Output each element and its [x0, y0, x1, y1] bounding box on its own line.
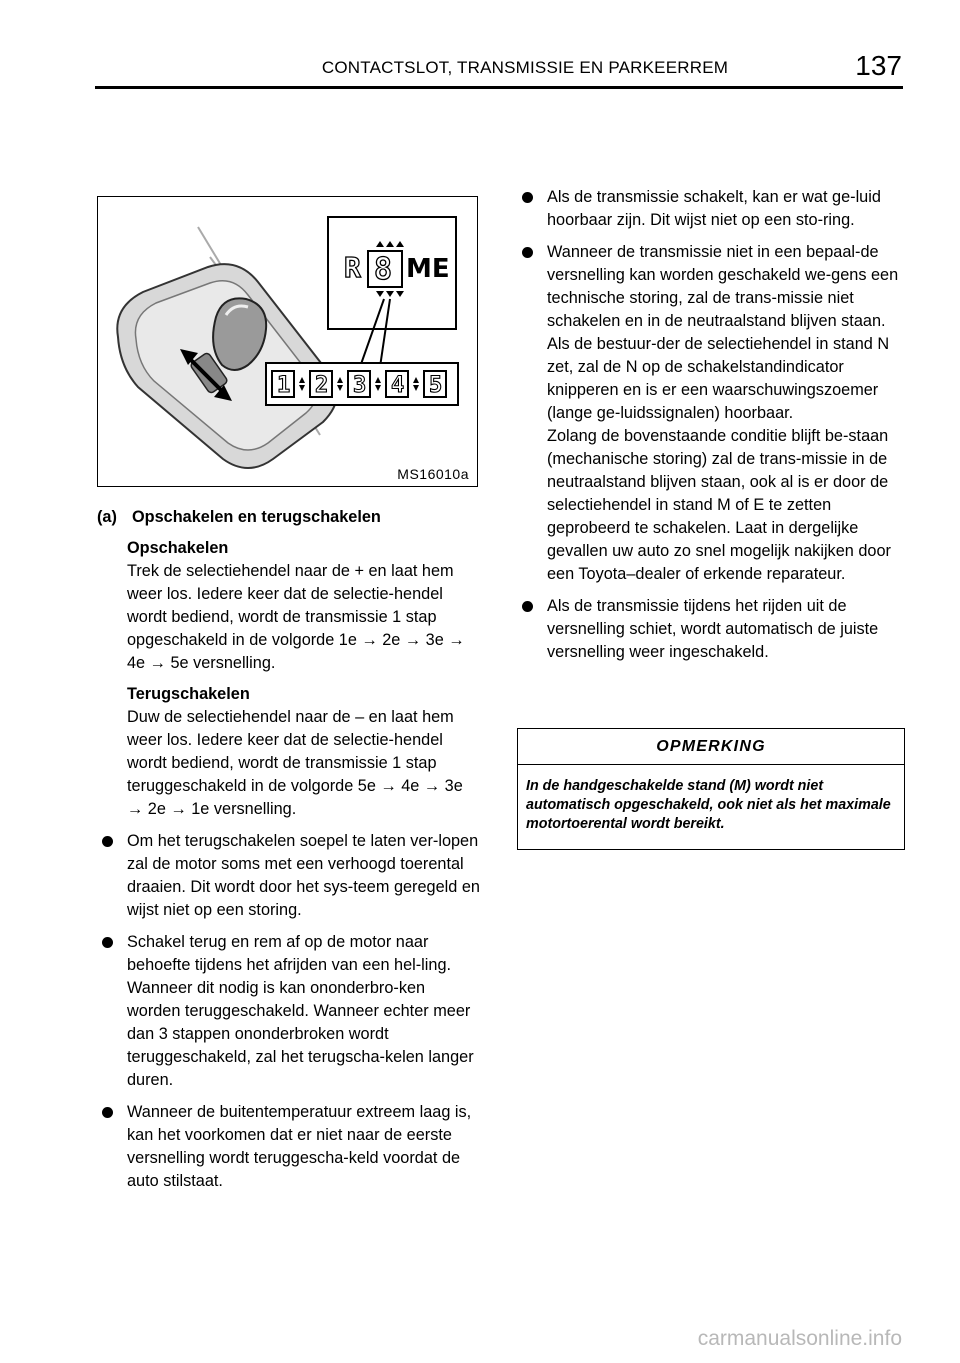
- upshift-text: Trek de selectiehendel naar de + en laat hem weer los. Iedere keer dat de selectie-hendel wordt bediend, wordt de transmissie 1 stap opgeschakeld in de volgorde 1e → 2e → 3e → 4e → 5e versnelling.: [127, 562, 465, 672]
- upshift-title: Opschakelen: [127, 539, 229, 557]
- display-left-text: R: [344, 251, 361, 284]
- page-number: 137: [855, 50, 902, 81]
- right-bullet-list: [517, 186, 907, 664]
- header-rule: [95, 86, 903, 89]
- watermark: carmanualsonline.info: [697, 1327, 902, 1350]
- upshift-block: [97, 537, 482, 821]
- bullet-icon: [522, 247, 533, 258]
- display-center-text: 8: [374, 252, 393, 287]
- gear-selector-illustration: [98, 197, 477, 486]
- section-label: (a): [97, 508, 117, 526]
- downshift-text: Duw de selectiehendel naar de – en laat hem weer los. Iedere keer dat de selectie-hendel wordt bediend, wordt de transmissie 1 stap teruggeschakeld in de volgorde 5e → 4e → 3e → 2e → 1e versnelling.: [127, 708, 463, 818]
- section-heading: [97, 506, 482, 529]
- bullet-continuation: Zolang de bovenstaande conditie blijft be-staan (mechanische storing) zal de trans-missie in de neutraalstand blijven staan, ook al is er door de selectiehendel in stand M of E te zetten geprobeerd te schakelen. Laat in dergelijke gevallen uw auto zo snel mogelijk nakijken door een Toyota–dealer of erkende reparateur.: [547, 427, 891, 583]
- downshift-title: Terugschakelen: [127, 685, 250, 703]
- gear-label: 2: [315, 373, 329, 398]
- section-title: Opschakelen en terugschakelen: [132, 508, 381, 526]
- list-item: [517, 595, 907, 664]
- bullet-text: Als de transmissie schakelt, kan er wat ge-luid hoorbaar zijn. Dit wijst niet op een sto-ring.: [547, 188, 881, 229]
- bullet-icon: [102, 1107, 113, 1118]
- right-column: [517, 186, 907, 664]
- bullet-icon: [522, 192, 533, 203]
- note-title: OPMERKING: [518, 729, 904, 765]
- gear-label: 1: [277, 373, 291, 398]
- gear-label: 3: [353, 373, 367, 398]
- left-column: [97, 506, 482, 1193]
- list-item: [97, 830, 482, 922]
- bullet-text: Wanneer de buitentemperatuur extreem laag is, kan het voorkomen dat er niet naar de eerste versnelling wordt teruggescha-keld voordat de auto stilstaat.: [127, 1103, 472, 1190]
- display-right-text: ME: [406, 254, 450, 284]
- gear-selector-figure: [97, 196, 478, 487]
- list-item: [517, 186, 907, 232]
- bullet-text: Schakel terug en rem af op de motor naar behoefte tijdens het afrijden van een hel-ling. Wanneer dit nodig is kan ononderbro-ken worden teruggeschakeld. Wanneer echter meer dan 3 stappen ononderbroken wordt teruggeschakeld, zal het terugscha-kelen langer duren.: [127, 933, 474, 1089]
- bullet-text: Als de transmissie tijdens het rijden uit de versnelling schiet, wordt automatisch de juiste versnelling weer ingeschakeld.: [547, 597, 879, 661]
- note-text: In de handgeschakelde stand (M) wordt niet automatisch opgeschakeld, ook niet als het maximale motortoerental wordt bereikt.: [526, 778, 891, 832]
- list-item: [517, 241, 907, 586]
- gear-label: 4: [391, 373, 405, 398]
- gear-label: 5: [429, 373, 443, 398]
- list-item: [97, 931, 482, 1092]
- figure-code: MS16010a: [397, 466, 469, 482]
- note-box: [517, 728, 905, 850]
- running-header: CONTACTSLOT, TRANSMISSIE EN PARKEERREM: [321, 58, 729, 77]
- left-bullet-list: [97, 830, 482, 1193]
- bullet-text: Wanneer de transmissie niet in een bepaal-de versnelling kan worden geschakeld we-gens een technische storing, zal de trans-missie niet schakelen en in de neutraalstand blijven staan. Als de bestuur-der de selectiehendel in stand N zet, zal de N op de schakelstandindicator knipperen en is er een waarschuwingszoemer (lange ge-luidssignalen) hoorbaar.: [547, 243, 899, 422]
- bullet-icon: [102, 937, 113, 948]
- bullet-icon: [102, 836, 113, 847]
- list-item: [97, 1101, 482, 1193]
- bullet-text: Om het terugschakelen soepel te laten ver-lopen zal de motor soms met een verhoogd toerental draaien. Dit wordt door het sys-teem geregeld en wijst niet op een storing.: [127, 832, 480, 919]
- bullet-icon: [522, 601, 533, 612]
